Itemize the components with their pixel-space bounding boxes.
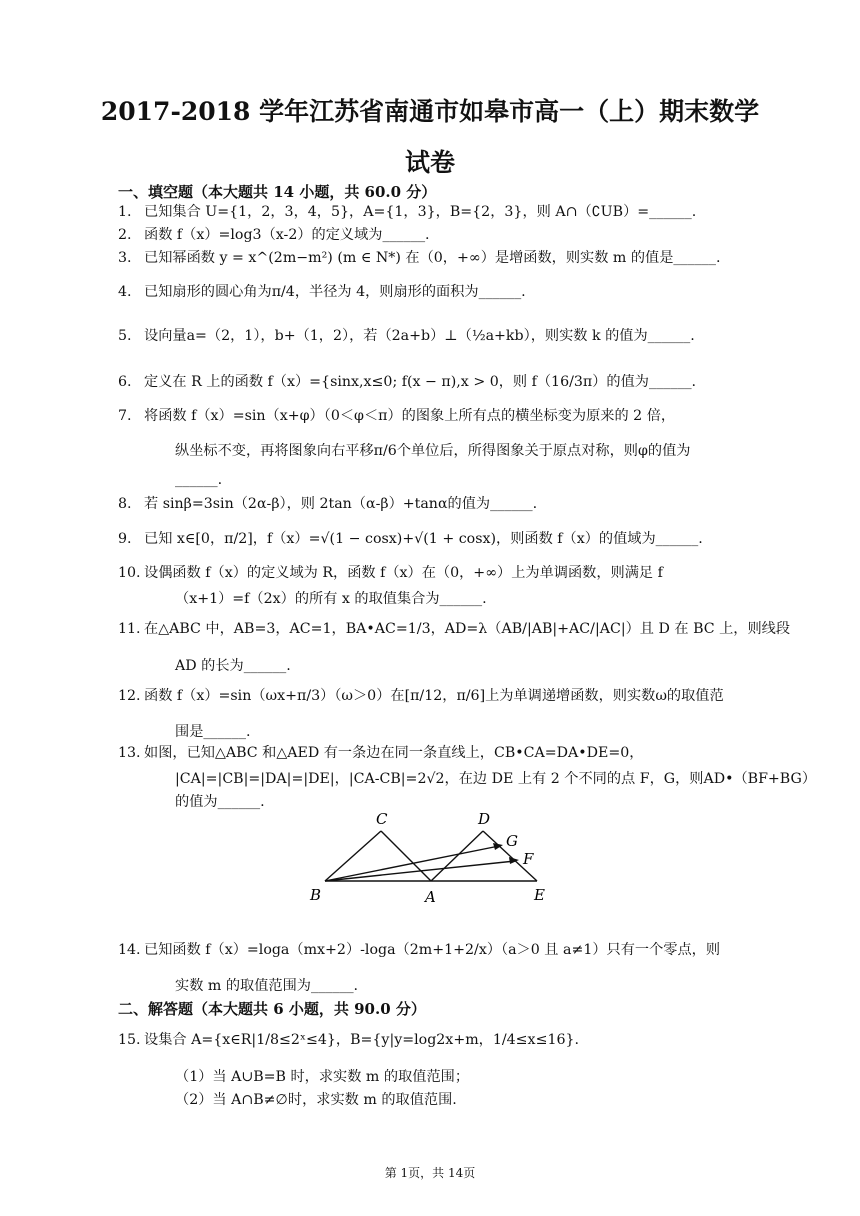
question-text: 在△ABC 中，AB=3，AC=1，BA•AC=1/3，AD=λ（AB/|AB|+AC/|AC|）且 D 在 BC 上，则线段 — [144, 621, 791, 637]
question-text: 已知扇形的圆心角为π/4，半径为 4，则扇形的面积为______. — [144, 284, 526, 300]
question-number: 2. — [118, 227, 132, 243]
question-number: 9. — [118, 531, 132, 547]
question-text: 已知函数 f（x）=loga（mx+2）-loga（2m+1+2/x）（a＞0 且 a≠1）只有一个零点，则 — [144, 942, 721, 958]
segment-bf — [325, 861, 515, 881]
question-12-line-2: 围是______. — [175, 724, 251, 740]
question-13 — [118, 745, 734, 762]
question-number: 12. — [118, 688, 141, 704]
question-number: 11. — [118, 621, 141, 637]
exam-title-line1: 2017-2018 学年江苏省南通市如皋市高一（上）期末数学 — [100, 97, 760, 126]
question-text: 已知集合 U={1，2，3，4，5}，A={1，3}，B={2，3}，则 A∩（∁UB）=______. — [144, 204, 697, 220]
question-8 — [118, 496, 734, 513]
exam-title-line2: 试卷 — [404, 148, 455, 177]
segment-ca — [381, 831, 431, 881]
question-text: 将函数 f（x）=sin（x+φ）（0＜φ＜π）的图象上所有点的横坐标变为原来的 2 倍， — [144, 408, 676, 424]
section-heading-answer: 二、解答题（本大题共 6 小题，共 90.0 分） — [118, 1000, 426, 1018]
geometry-figure — [305, 805, 555, 910]
question-7-line-2: 纵坐标不变，再将图象向右平移π/6个单位后，所得图象关于原点对称，则φ的值为 — [175, 443, 691, 459]
question-number: 7. — [118, 408, 132, 424]
question-text: 函数 f（x）=sin（ωx+π/3）（ω＞0）在[π/12，π/6]上为单调递增函数，则实数ω的取值范 — [144, 688, 724, 704]
question-15 — [118, 1032, 734, 1049]
question-2 — [118, 227, 734, 244]
question-number: 6. — [118, 374, 132, 390]
label-a: A — [425, 888, 436, 906]
question-14 — [118, 942, 734, 959]
question-text: 已知 x∈[0，π/2]，f（x）=√(1 − cosx)+√(1 + cosx)，则函数 f（x）的值域为______. — [144, 531, 703, 547]
question-14-line-2: 实数 m 的取值范围为______. — [175, 978, 359, 994]
question-11-line-2: AD 的长为______. — [175, 658, 291, 674]
question-number: 15. — [118, 1032, 141, 1048]
question-13-line-2: |CA|=|CB|=|DA|=|DE|，|CA-CB|=2√2，在边 DE 上有 2 个不同的点 F，G，则AD•（BF+BG） — [175, 771, 817, 787]
question-15-part-1: （1）当 A∪B=B 时，求实数 m 的取值范围； — [175, 1069, 470, 1085]
segment-bg — [325, 846, 499, 881]
question-text: 已知幂函数 y = x^(2m−m²) (m ∈ N*) 在（0，+∞）是增函数，则实数 m 的值是______. — [144, 250, 721, 266]
question-number: 5. — [118, 328, 132, 344]
page-footer: 第 1页，共 14页 — [384, 1166, 476, 1180]
question-7 — [118, 408, 734, 425]
question-3 — [118, 250, 734, 267]
question-15-part-2: （2）当 A∩B≠∅时，求实数 m 的取值范围. — [175, 1092, 457, 1108]
question-text: 设集合 A={x∈R|1/8≤2ˣ≤4}，B={y|y=log2x+m，1/4≤x≤16}. — [144, 1032, 580, 1048]
question-number: 4. — [118, 284, 132, 300]
question-9 — [118, 531, 734, 548]
question-10 — [118, 565, 734, 582]
question-number: 13. — [118, 745, 141, 761]
question-number: 14. — [118, 942, 141, 958]
question-text: 如图，已知△ABC 和△AED 有一条边在同一条直线上，CB•CA=DA•DE=0， — [144, 745, 644, 761]
question-text: 设偶函数 f（x）的定义域为 R，函数 f（x）在（0，+∞）上为单调函数，则满足 f — [144, 565, 663, 581]
question-11 — [118, 621, 791, 638]
label-d: D — [478, 810, 491, 828]
question-4 — [118, 284, 734, 301]
label-b: B — [310, 886, 322, 904]
question-text: 设向量a=（2，1），b+（1，2），若（2a+b）⊥（½a+kb），则实数 k 的值为______. — [144, 328, 695, 344]
question-text: 定义在 R 上的函数 f（x）={sinx,x≤0; f(x − π),x > 0，则 f（16/3π）的值为______. — [144, 374, 697, 390]
question-text: 函数 f（x）=log3（x-2）的定义域为______. — [144, 227, 430, 243]
question-number: 10. — [118, 565, 141, 581]
question-5 — [118, 328, 734, 345]
question-text: 若 sinβ=3sin（2α-β），则 2tan（α-β）+tanα的值为______. — [144, 496, 538, 512]
segment-ad — [431, 831, 483, 881]
label-e: E — [534, 886, 545, 904]
label-f: F — [523, 850, 534, 868]
question-12 — [118, 688, 734, 705]
question-number: 1. — [118, 204, 132, 220]
question-number: 3. — [118, 250, 132, 266]
question-number: 8. — [118, 496, 132, 512]
question-6 — [118, 374, 734, 391]
question-13-line-3: 的值为______. — [175, 794, 265, 810]
segment-bc — [325, 831, 381, 881]
question-10-line-2: （x+1）=f（2x）的所有 x 的取值集合为______. — [175, 591, 487, 607]
question-7-line-3: ______. — [175, 472, 223, 488]
section-heading-fill-blank: 一、填空题（本大题共 14 小题，共 60.0 分） — [118, 183, 437, 201]
label-c: C — [376, 810, 388, 828]
label-g: G — [506, 832, 518, 850]
question-1 — [118, 204, 734, 221]
